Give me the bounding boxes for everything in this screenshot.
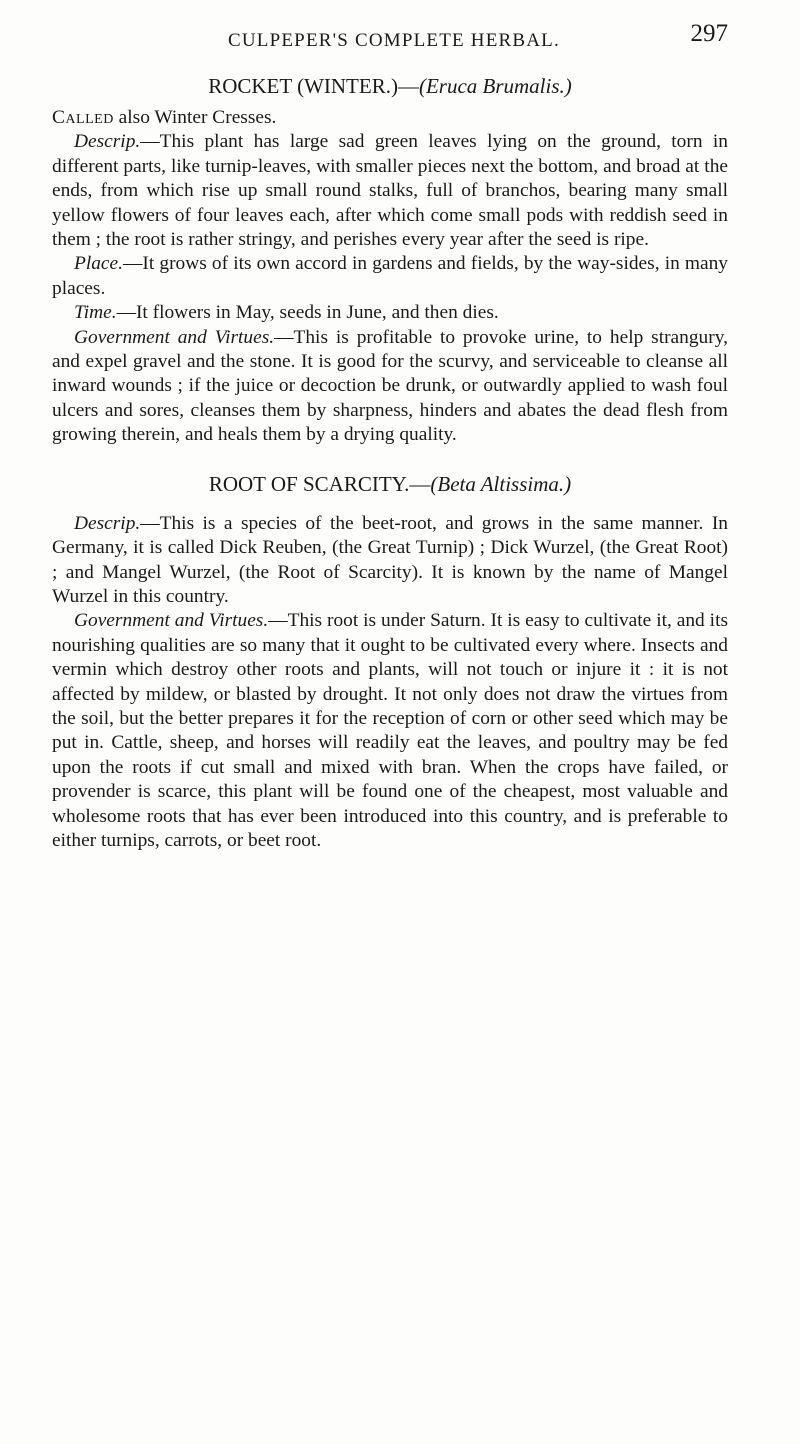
heading-plant-name: ROOT OF SCARCITY.— (208, 471, 431, 496)
time-paragraph (52, 301, 728, 325)
called-text: also Winter Cresses. (113, 107, 277, 128)
government-label: Government and Virtues. (74, 326, 275, 348)
description-text: —This is a species of the beet-root, and grows in the same manner. In Germany, it is called Dick Reuben, (the Great Turnip) ; Dick Wurzel, (the Great Root) ; and Mangel Wurzel, (the Root of Scarcity). It is known by the name of Mangel Wurzel in this country. (52, 512, 728, 607)
called-paragraph (52, 106, 728, 130)
section-heading-rocket (52, 72, 728, 100)
page-body (52, 72, 728, 853)
heading-latin-name: (Beta Altissima.) (430, 471, 572, 496)
description-paragraph (52, 130, 728, 252)
government-paragraph (52, 609, 728, 853)
called-lead: Called (52, 107, 114, 128)
running-head (228, 20, 728, 60)
government-label: Government and Virtues. (74, 610, 269, 632)
description-label: Descrip. (74, 131, 141, 153)
section-gap (52, 448, 728, 470)
description-label: Descrip. (74, 512, 141, 534)
place-text: —It grows of its own accord in gardens and fields, by the way-sides, in many places. (52, 253, 728, 299)
time-label: Time. (74, 302, 117, 324)
time-text: —It flowers in May, seeds in June, and then dies. (116, 302, 499, 324)
heading-latin-name: (Eruca Brumalis.) (418, 74, 572, 98)
place-paragraph (52, 252, 728, 301)
description-text: —This plant has large sad green leaves lying on the ground, torn in different parts, like turnip-leaves, with smaller pieces next the bottom, and broad at the ends, from which rise up small round stalks, full of branchos, bearing many small yellow flowers of four leaves each, after which come small pods with reddish seed in them ; the root is rather stringy, and perishes every year after the seed is ripe. (52, 131, 728, 251)
government-text: —This is profitable to provoke urine, to help strangury, and expel gravel and the stone. It is good for the scurvy, and serviceable to cleanse all inward wounds ; if the juice or decoction be drunk, or outwardly applied to wash foul ulcers and sores, cleanses them by sharpness, hinders and abates the dead flesh from growing therein, and heals them by a drying quality. (52, 326, 728, 446)
running-title: CULPEPER'S COMPLETE HERBAL. (228, 30, 560, 51)
heading-plant-name: ROCKET (WINTER.)— (208, 74, 419, 98)
government-text: —This root is under Saturn. It is easy to cultivate it, and its nourishing qualities are so many that it ought to be cultivated every where. Insects and vermin which destroy other roots and plants, will not touch or injure it : it is not affected by mildew, or blasted by drought. It not only does not draw the virtues from the soil, but the better prepares it for the reception of corn or other seed which may be put in. Cattle, sheep, and horses will readily eat the leaves, and poultry may be fed upon the roots if cut small and mixed with bran. When the crops have failed, or provender is scarce, this plant will be found one of the cheapest, most valuable and wholesome roots that has ever been introduced into this country, and is preferable to either turnips, carrots, or beet root. (52, 610, 728, 851)
page-number: 297 (690, 20, 728, 47)
section-heading-root-of-scarcity (52, 470, 728, 498)
description-paragraph (52, 512, 728, 610)
government-paragraph (52, 326, 728, 448)
place-label: Place. (74, 253, 123, 275)
